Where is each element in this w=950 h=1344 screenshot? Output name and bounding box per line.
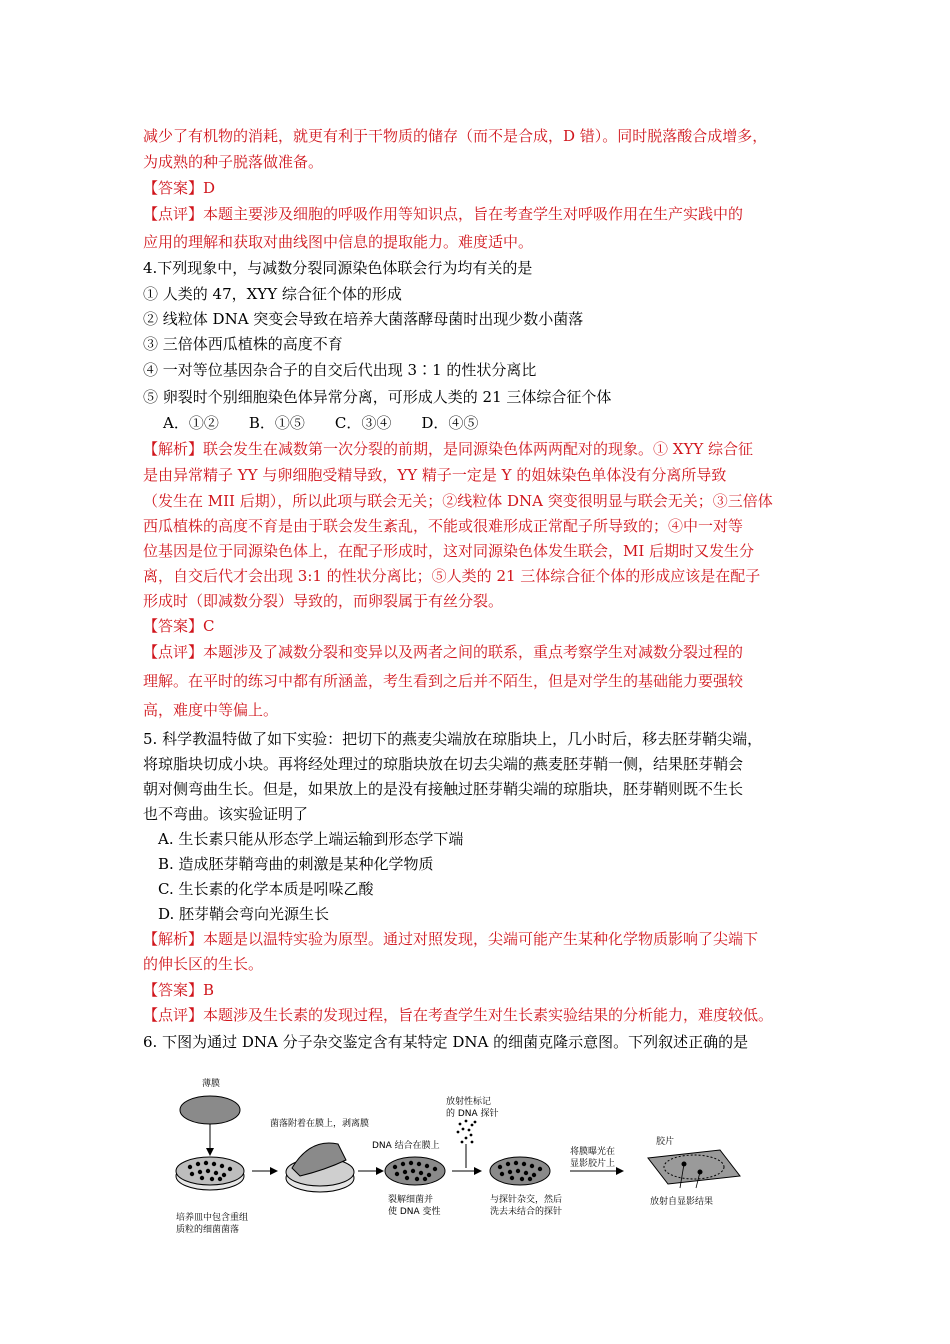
- colony-dot: [409, 1161, 413, 1165]
- text-line: 位基因是位于同源染色体上，在配子形成时，这对同源染色体发生联会，MI 后期时又发生分: [143, 542, 755, 560]
- text-line: C. 生长素的化学本质是吲哚乙酸: [158, 880, 374, 898]
- text-line: B. 造成胚芽鞘弯曲的刺激是某种化学物质: [158, 855, 434, 873]
- colony-dot: [220, 1164, 224, 1168]
- label-film: 胶片: [656, 1137, 675, 1147]
- text-line: D. 胚芽鞘会弯向光源生长: [158, 905, 330, 923]
- probe-dot: [468, 1129, 471, 1132]
- colony-dot: [395, 1172, 399, 1176]
- label-step3-2: 洗去未结合的探针: [490, 1207, 563, 1217]
- text-line: 【答案】D: [143, 179, 216, 197]
- label-probe-1: 放射性标记: [446, 1097, 492, 1107]
- text-line: 减少了有机物的消耗，就更有利于干物质的储存（而不是合成，D 错）。同时脱落酸合成增多，: [143, 127, 768, 145]
- probe-dot: [470, 1134, 473, 1137]
- colony-dot: [514, 1161, 518, 1165]
- arrow-4-head: [616, 1167, 624, 1175]
- text-line: A．①② B．①⑤ C．③④ D．④⑤: [163, 414, 479, 432]
- colony-dot: [188, 1165, 192, 1169]
- text-line: A. 生长素只能从形态学上端运输到形态学下端: [158, 830, 464, 848]
- colony-dot: [528, 1177, 532, 1181]
- colony-dot: [538, 1167, 542, 1171]
- probe-dot: [465, 1120, 468, 1123]
- text-line: ② 线粒体 DNA 突变会导致在培养大菌落酵母菌时出现少数小菌落: [143, 310, 584, 328]
- text-line: 【解析】联会发生在减数第一次分裂的前期，是同源染色体两两配对的现象。① XYY 综合征: [143, 440, 754, 458]
- colony-dot: [433, 1167, 437, 1171]
- colony-dot: [210, 1177, 214, 1181]
- text-line: 为成熟的种子脱落做准备。: [143, 153, 324, 171]
- colony-dot: [405, 1176, 409, 1180]
- colony-dot: [214, 1171, 218, 1175]
- text-line: 理解。在平时的练习中都有所涵盖，考生看到之后并不陌生，但是对学生的基础能力要强较: [143, 672, 744, 690]
- probe-dot: [459, 1123, 462, 1126]
- colony-dot: [228, 1167, 232, 1171]
- text-line: 【点评】本题涉及生长素的发现过程，旨在考查学生对生长素实验结果的分析能力，难度较低。: [143, 1006, 774, 1024]
- text-line: 离，自交后代才会出现 3:1 的性状分离比；⑤人类的 21 三体综合征个体的形成应该是在配子: [143, 567, 761, 585]
- arrow-2-head: [376, 1167, 384, 1175]
- text-line: 的伸长区的生长。: [143, 955, 264, 973]
- label-step4-2: 显影胶片上: [570, 1159, 616, 1169]
- colony-dot: [393, 1165, 397, 1169]
- text-line: 西瓜植株的高度不育是由于联会发生紊乱，不能或很难形成正常配子所导致的；④中一对等: [143, 517, 744, 535]
- text-line: ⑤ 卵裂时个别细胞染色体异常分离，可形成人类的 21 三体综合征个体: [143, 388, 612, 406]
- colony-dot: [196, 1162, 200, 1166]
- probe-dot: [471, 1124, 474, 1127]
- colony-dot: [218, 1177, 222, 1181]
- text-line: ① 人类的 47，XYY 综合征个体的形成: [143, 285, 402, 303]
- text-line: 【答案】C: [143, 617, 215, 635]
- text-line: 形成时（即减数分裂）导致的，而卵裂属于有丝分裂。: [143, 592, 504, 610]
- colony-dot: [200, 1176, 204, 1180]
- label-step3-1: 与探针杂交，然后: [490, 1195, 563, 1205]
- text-line: 是由异常精子 YY 与卵细胞受精导致，YY 精子一定是 Y 的姐妹染色单体没有分离所导致: [143, 466, 727, 484]
- membrane-shape: [180, 1096, 240, 1124]
- dna-hybridization-diagram: [160, 1068, 760, 1243]
- label-culture-2: 质粒的细菌菌落: [176, 1225, 240, 1235]
- colony-dot: [508, 1170, 512, 1174]
- probe-dot: [474, 1121, 477, 1124]
- label-step2-top: DNA 结合在膜上: [372, 1141, 440, 1151]
- colony-dot: [403, 1170, 407, 1174]
- colony-dot: [532, 1173, 536, 1177]
- colony-dot: [204, 1161, 208, 1165]
- colony-dot: [500, 1172, 504, 1176]
- colony-dot: [516, 1169, 520, 1173]
- label-membrane: 薄膜: [202, 1079, 221, 1089]
- colony-dot: [206, 1169, 210, 1173]
- text-line: 6. 下图为通过 DNA 分子杂交鉴定含有某特定 DNA 的细菌克隆示意图。下列叙述正确的是: [143, 1033, 749, 1051]
- colony-dot: [524, 1171, 528, 1175]
- colony-dot: [423, 1177, 427, 1181]
- colony-dot: [425, 1164, 429, 1168]
- colony-dot: [411, 1169, 415, 1173]
- colony-dot: [522, 1162, 526, 1166]
- colony-dot: [212, 1162, 216, 1166]
- hybridized-membrane: [490, 1157, 550, 1185]
- colony-dot: [498, 1165, 502, 1169]
- arrow-down-head: [206, 1148, 214, 1156]
- text-line: 【解析】本题是以温特实验为原型。通过对照发现，尖端可能产生某种化学物质影响了尖端下: [143, 930, 759, 948]
- film-sheet: [648, 1150, 740, 1188]
- text-line: 应用的理解和获取对曲线图中信息的提取能力。难度适中。: [143, 233, 534, 251]
- culture-dish: [176, 1157, 244, 1190]
- label-step2-bottom-1: 裂解细菌并: [388, 1195, 434, 1205]
- arrow-1-head: [270, 1167, 278, 1175]
- label-step2-bottom-2: 使 DNA 变性: [388, 1207, 441, 1217]
- text-line: 5. 科学教温特做了如下实验：把切下的燕麦尖端放在琼脂块上，几小时后，移去胚芽鞘尖端，: [143, 730, 763, 748]
- text-line: ③ 三倍体西瓜植株的高度不育: [143, 335, 343, 353]
- text-line: 高，难度中等偏上。: [143, 701, 279, 719]
- text-line: 将琼脂块切成小块。再将经处理过的琼脂块放在切去尖端的燕麦胚芽鞘一侧，结果胚芽鞘会: [143, 755, 744, 773]
- colony-dot: [427, 1173, 431, 1177]
- text-line: 【点评】本题主要涉及细胞的呼吸作用等知识点，旨在考查学生对呼吸作用在生产实践中的: [143, 205, 744, 223]
- label-step1: 菌落附着在膜上，剥离膜: [270, 1119, 370, 1129]
- colony-dot: [520, 1177, 524, 1181]
- probe-dot: [462, 1128, 465, 1131]
- label-probe-2: 的 DNA 探针: [446, 1109, 499, 1119]
- text-line: 4.下列现象中，与减数分裂同源染色体联会行为均有关的是: [143, 259, 533, 277]
- probe-dots: [457, 1120, 477, 1144]
- colony-dot: [417, 1162, 421, 1166]
- colony-dot: [506, 1162, 510, 1166]
- probe-dot: [457, 1131, 460, 1134]
- text-line: 朝对侧弯曲生长。但是，如果放上的是没有接触过胚芽鞘尖端的琼脂块，胚芽鞘则既不生长: [143, 780, 744, 798]
- colony-dot: [415, 1177, 419, 1181]
- peeling-dish: [286, 1143, 354, 1192]
- probe-dot: [471, 1141, 474, 1144]
- arrow-3-head: [474, 1167, 482, 1175]
- text-line: 【点评】本题涉及了减数分裂和变异以及两者之间的联系，重点考察学生对减数分裂过程的: [143, 643, 744, 661]
- dna-membrane: [385, 1157, 445, 1185]
- text-line: 也不弯曲。该实验证明了: [143, 805, 309, 823]
- text-line: ④ 一对等位基因杂合子的自交后代出现 3∶1 的性状分离比: [143, 361, 537, 379]
- colony-dot: [222, 1173, 226, 1177]
- colony-dot: [401, 1162, 405, 1166]
- colony-dot: [530, 1164, 534, 1168]
- colony-dot: [419, 1171, 423, 1175]
- label-step4-1: 将膜曝光在: [570, 1147, 616, 1157]
- text-line: （发生在 MII 后期），所以此项与联会无关；②线粒体 DNA 突变很明显与联会无关；③三倍体: [143, 492, 773, 510]
- text-line: 【答案】B: [143, 981, 215, 999]
- colony-dot: [198, 1170, 202, 1174]
- probe-dot: [461, 1141, 464, 1144]
- probe-dot: [465, 1137, 468, 1140]
- colony-dot: [510, 1176, 514, 1180]
- label-result: 放射自显影结果: [650, 1197, 714, 1207]
- label-culture-1: 培养皿中包含重组: [176, 1213, 249, 1223]
- colony-dot: [190, 1172, 194, 1176]
